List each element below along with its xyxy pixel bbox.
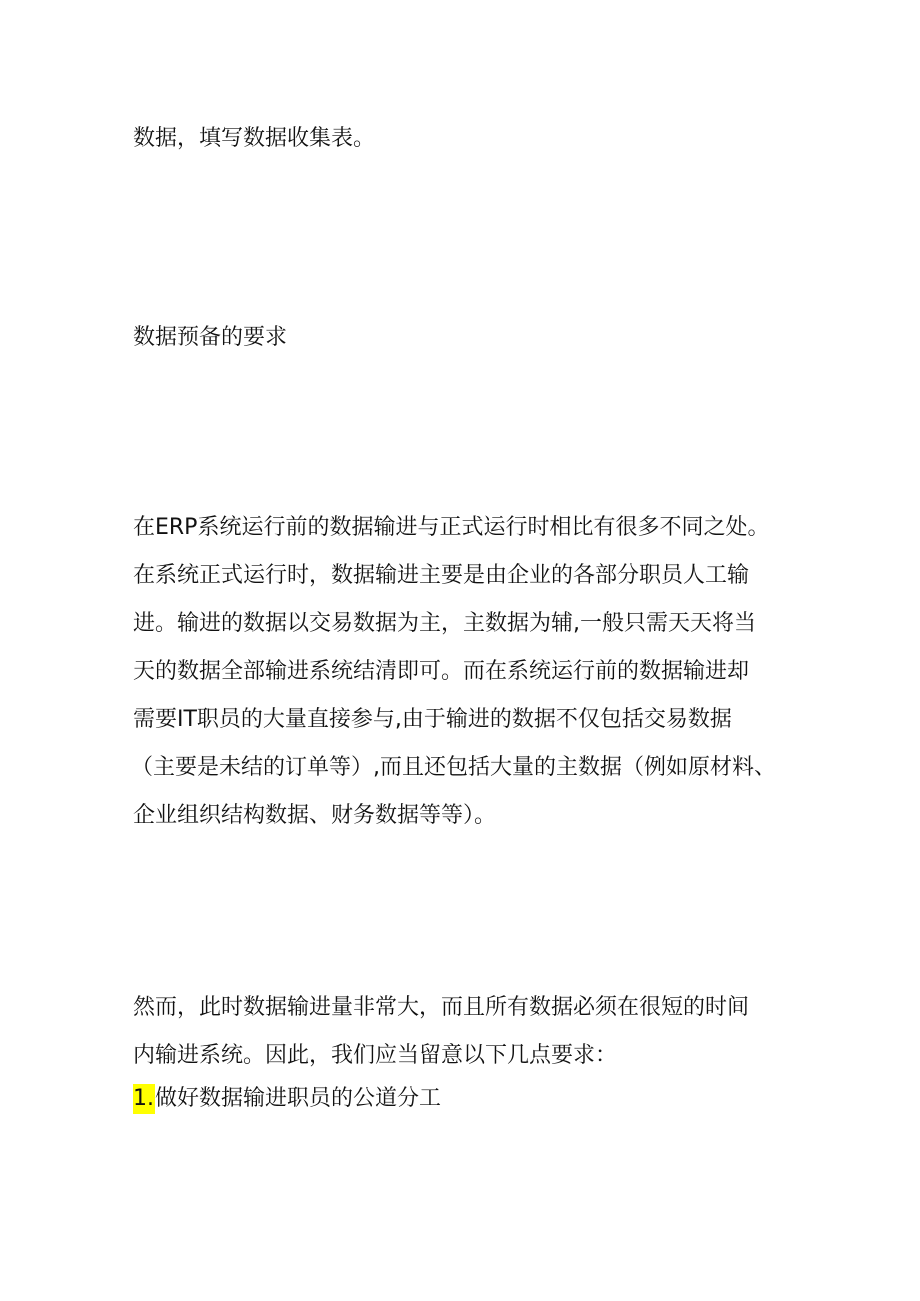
list-number-highlight: 1. (133, 1084, 155, 1114)
paragraph-line: 进。输进的数据以交易数据为主，主数据为辅,一般只需天天将当 (133, 611, 756, 636)
paragraph-line: 然而，此时数据输进量非常大，而且所有数据必须在很短的时间 (133, 995, 750, 1020)
paragraph-line: 企业组织结构数据、财务数据等等）。 (133, 803, 497, 828)
paragraph-line: 内输进系统。因此，我们应当留意以下几点要求： (133, 1043, 618, 1068)
paragraph-line: 需要IT职员的大量直接参与,由于输进的数据不仅包括交易数据 (133, 707, 732, 732)
paragraph-line: 天的数据全部输进系统结清即可。而在系统运行前的数据输进却 (133, 659, 750, 684)
paragraph-line: 在系统正式运行时，数据输进主要是由企业的各部分职员人工输 (133, 563, 750, 588)
list-item-text: 做好数据输进职员的公道分工 (155, 1086, 442, 1111)
paragraph-line: （主要是未结的订单等）,而且还包括大量的主数据（例如原材料、 (131, 755, 776, 780)
intro-line: 数据，填写数据收集表。 (133, 126, 376, 151)
paragraph-line: 在ERP系统运行前的数据输进与正式运行时相比有很多不同之处。 (133, 515, 770, 540)
section-heading: 数据预备的要求 (133, 325, 288, 350)
list-item-1 (133, 1084, 441, 1114)
